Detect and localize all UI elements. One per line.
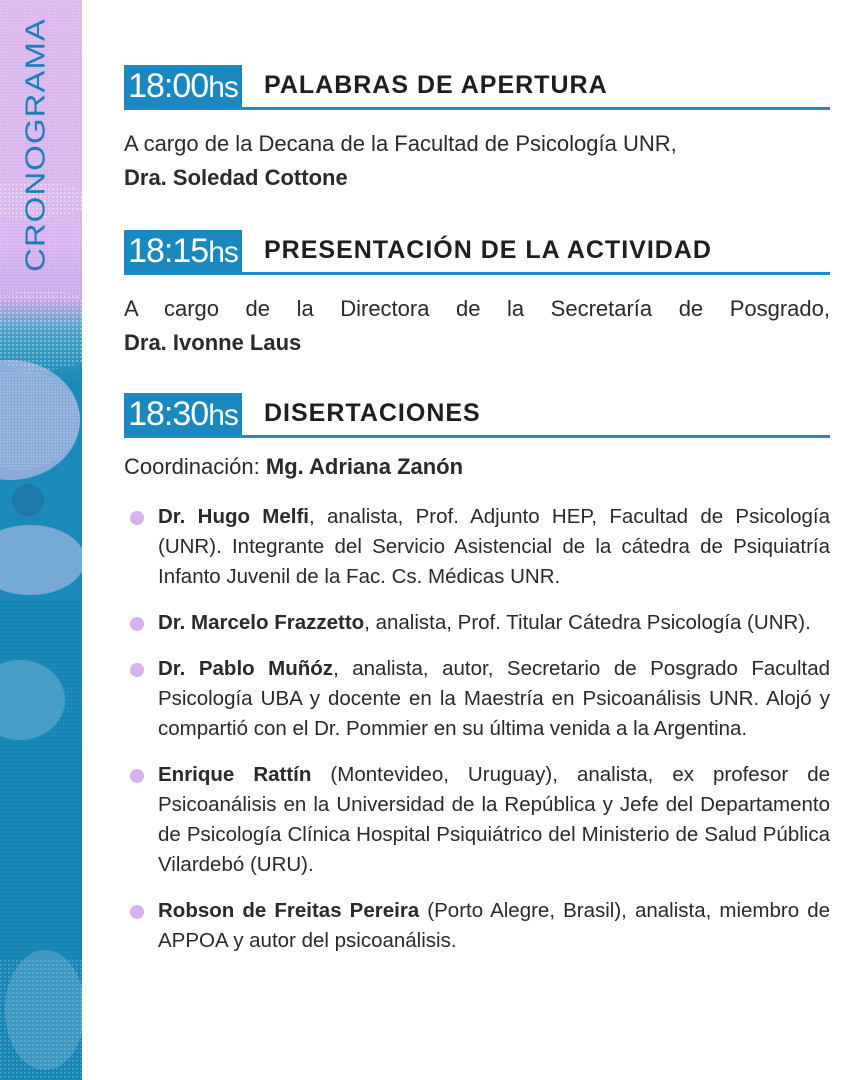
person-name: Dra. Ivonne Laus (124, 330, 302, 355)
speaker-item (124, 760, 830, 880)
speaker-description: (Montevideo, Uruguay), analista, ex profesor de Psicoanálisis en la Universidad de la República y Jefe del Departamento de Psicología Clínica Hospital Psiquiátrico del Ministerio de Salud Pública Vilardebó (URU). (158, 763, 830, 876)
time-badge (124, 65, 242, 107)
time-suffix: hs (208, 71, 238, 104)
speaker-list (124, 502, 830, 972)
speaker-name: Dr. Hugo Melfi (158, 505, 309, 528)
person-name: Dra. Soledad Cottone (124, 165, 348, 190)
speaker-item (124, 608, 830, 638)
speaker-description: , analista, Prof. Titular Cátedra Psicología (UNR). (364, 611, 811, 634)
coordination-label: Coordinación: (124, 454, 260, 479)
time-badge (124, 393, 242, 435)
coordination-line (124, 450, 830, 484)
speaker-item (124, 502, 830, 592)
bullet-dot-icon (130, 511, 144, 525)
section-title: DISERTACIONES (264, 399, 481, 427)
bullet-dot-icon (130, 769, 144, 783)
section-description (124, 127, 830, 195)
bullet-dot-icon (130, 905, 144, 919)
time-badge (124, 230, 242, 272)
description-text: A cargo de la Directora de la Secretaría de Posgrado, (124, 296, 830, 321)
section-title: PRESENTACIÓN DE LA ACTIVIDAD (264, 236, 712, 264)
description-text: A cargo de la Decana de la Facultad de Psicología UNR, (124, 131, 677, 156)
coordinator-name: Mg. Adriana Zanón (265, 454, 464, 479)
speaker-description: , analista, Prof. Adjunto HEP, Facultad de Psicología (UNR). Integrante del Servicio Asistencial de la cátedra de Psiquiatría Infanto Juvenil de la Fac. Cs. Médicas UNR. (158, 505, 830, 588)
speaker-name: Enrique Rattín (158, 763, 312, 786)
speaker-name: Robson de Freitas Pereira (158, 899, 420, 922)
speaker-item (124, 896, 830, 956)
section-description (124, 292, 830, 326)
time-value: 18:15 (128, 232, 209, 270)
section-header-presentacion (124, 230, 830, 275)
time-suffix: hs (208, 399, 238, 432)
bullet-dot-icon (130, 663, 144, 677)
time-suffix: hs (208, 236, 238, 269)
speaker-name: Dr. Pablo Muñóz (158, 657, 334, 680)
time-value: 18:00 (128, 67, 209, 105)
side-band (0, 0, 82, 1080)
side-title: CRONOGRAMA (18, 18, 51, 272)
speaker-description: (Porto Alegre, Brasil), analista, miembro de APPOA y autor del psicoanálisis. (158, 899, 831, 952)
time-value: 18:30 (128, 395, 209, 433)
speaker-description: , analista, autor, Secretario de Posgrado Facultad Psicología UBA y docente en la Maestría en Psicoanálisis UNR. Alojó y compartió con el Dr. Pommier en su última venida a la Argentina. (158, 657, 830, 740)
section-header-apertura (124, 65, 830, 110)
bullet-dot-icon (130, 617, 144, 631)
section-person (124, 326, 830, 360)
section-header-disertaciones (124, 393, 830, 438)
speaker-item (124, 654, 830, 744)
speaker-name: Dr. Marcelo Frazzetto (158, 611, 365, 634)
section-title: PALABRAS DE APERTURA (264, 71, 608, 99)
